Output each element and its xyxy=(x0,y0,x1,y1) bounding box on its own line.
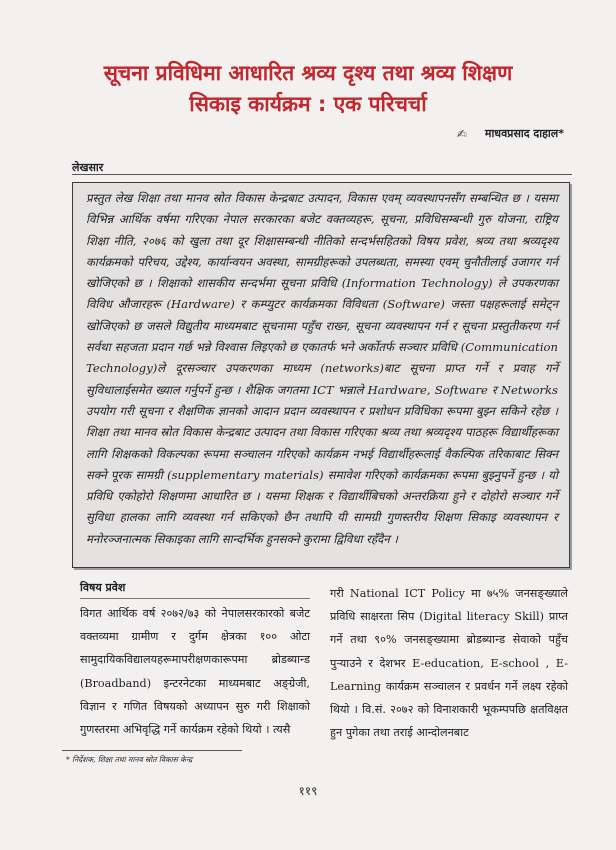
footnote-divider xyxy=(62,750,242,751)
abstract-heading: लेखसार xyxy=(72,161,104,174)
paragraph-right: गरी National ICT Policy मा ७५% जनसङ्ख्याले प्रविधि साक्षरता सिप (Digital literacy Skill) प्राप्त गर्ने तथा ९०% जनसङ्ख्यामा ब्रोडब्यान्ड सेवाको पहुँच पुऱ्याउने र देशभर E-education, E-school , E-Learning कार्यक्रम सञ्चालन र प्रवर्धन गर्ने लक्ष्य रहेको थियो । वि.सं. २०७२ को विनाशकारी भूकम्पपछि क्षतविक्षत हुन पुगेका तथा तराई आन्दोलनबाट xyxy=(330,587,568,740)
abstract-text: प्रस्तुत लेख शिक्षा तथा मानव स्रोत विकास केन्द्रबाट उत्पादन, विकास एवम् व्यवस्थापनसँग सम्बन्धित छ । यसमा विभिन्न आर्थिक वर्षमा गरिएका नेपाल सरकारका बजेट वक्तव्यहरू, सूचना, प्रविधिसम्बन्धी गुरु योजना, राष्ट्रिय शिक्षा नीति, २०७६ को खुला तथा दूर शिक्षासम्बन्धी नीतिको सन्दर्भसहितको विषय प्रवेश, श्रव्य तथा श्रव्यदृश्य कार्यक्रमको परिचय, उद्देश्य, कार्यान्वयन अवस्था, सामग्रीहरूको उपलब्धता, समस्या एवम् चुनौतीलाई उजागर गर्न खोजिएको छ । शिक्षाको शासकीय सन्दर्भमा सूचना प्रविधि (Information Technology) ले उपकरणका विविध औजारहरू (Hardware) र कम्प्युटर कार्यक्रमका विविधता (Software) जस्ता पक्षहरूलाई समेट्न खोजिएको छ जसले विद्युतीय माध्यमबाट सूचनामा पहुँच राख्न, सूचना व्यवस्थापन गर्न र सूचना प्रस्तुतीकरण गर्न सर्वथा सहजता प्रदान गर्छ भन्ने विश्वास लिइएको छ एकातर्फ भने अर्कोतर्फ सञ्चार प्रविधि (Communication Technology)ले दूरसञ्चार उपकरणका माध्यम (networks)बाट सूचना प्राप्त गर्ने र प्रवाह गर्ने सुविधालाईसमेत ख्याल गर्नुपर्ने हुन्छ । शैक्षिक जगतमा ICT भन्नाले Hardware, Software र Networks उपयोग गरी सूचना र शैक्षणिक ज्ञानको आदान प्रदान व्यवस्थापन र प्रशोधन प्रविधिका रूपमा बुझ्न सकिने रहेछ । शिक्षा तथा मानव स्रोत विकास केन्द्रबाट उत्पादन तथा विकास गरिएका श्रव्य तथा श्रव्यदृश्य पाठहरू विद्यार्थीहरूका लागि शिक्षकको विकल्पका रूपमा सञ्चालन गरिएको कार्यक्रम नभई विद्यार्थीहरूलाई वैकल्पिक तरिकाबाट सिक्न सक्ने पूरक सामग्री (supplementary materials) समावेश गरिएको कार्यक्रमका रूपमा बुझ्नुपर्ने हुन्छ । यो प्रविधि एकोहोरो शिक्षणमा आधारित छ । यसमा शिक्षक र विद्यार्थीबिचको अन्तरक्रिया हुने र दोहोरो सञ्चार गर्ने सुविधा हालका लागि व्यवस्था गर्न सकिएको छैन तथापि यी सामग्री गुणस्तरीय शिक्षण सिकाइ व्यवस्थापन र मनोरञ्जनात्मक सिकाइका लागि सान्दर्भिक हुनसक्ने कुरामा द्विविधा रहँदैन । xyxy=(86,191,558,546)
author-name: माधवप्रसाद दाहाल* xyxy=(484,127,564,140)
article-title-line1: सूचना प्रविधिमा आधारित श्रव्य दृश्य तथा श्रव्य शिक्षण xyxy=(103,61,513,85)
body-column-right xyxy=(330,582,568,744)
article-title-line2: सिकाइ कार्यक्रम : एक परिचर्चा xyxy=(189,92,427,116)
author-block xyxy=(457,126,564,141)
section-heading: विषय प्रवेश xyxy=(80,581,126,594)
divider xyxy=(72,174,572,175)
divider xyxy=(80,598,310,599)
paragraph-left: विगत आर्थिक वर्ष २०७२/७३ को नेपालसरकारको बजेट वक्तव्यमा ग्रामीण र दुर्गम क्षेत्रका १०० ओटा सामुदायिकविद्यालयहरूमापरीक्षणकारूपमा ब्रोडब्यान्ड (Broadband) इन्टरनेटका माध्यमबाट अङ्ग्रेजी, विज्ञान र गणित विषयको अध्यापन सुरु गरी शिक्षाको गुणस्तरमा अभिवृद्धि गर्ने कार्यक्रम रहेको थियो । त्यसै xyxy=(80,607,310,737)
body-column-left xyxy=(80,602,310,741)
footnote: * निर्देशक, शिक्षा तथा मानव स्रोत विकास केन्द्र xyxy=(66,755,193,764)
page-number: ११९ xyxy=(298,784,318,798)
abstract-box xyxy=(72,182,570,568)
pen-icon: ✍ xyxy=(456,126,467,141)
